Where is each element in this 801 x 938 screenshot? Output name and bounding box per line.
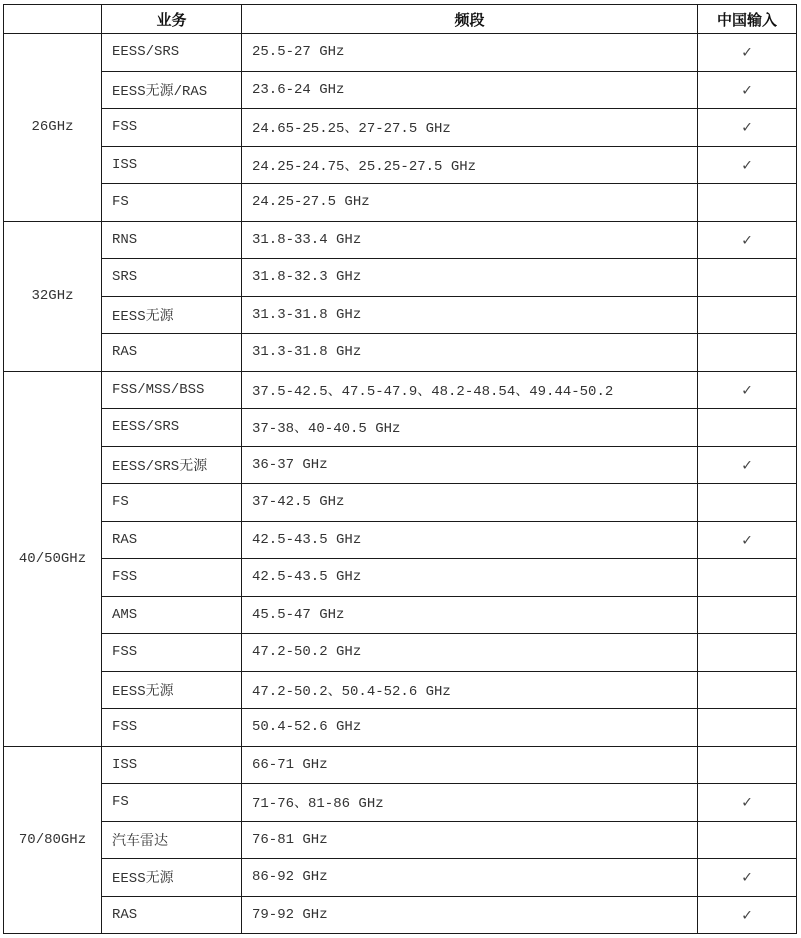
group-label: 70/80GHz xyxy=(4,746,102,934)
table-row xyxy=(4,259,797,297)
table-row xyxy=(4,334,797,372)
service-cell: FSS xyxy=(102,559,242,597)
band-cell: 50.4-52.6 GHz xyxy=(242,709,698,747)
china-input-cell xyxy=(698,296,797,334)
table-row xyxy=(4,221,797,259)
service-cell: EESS/SRS xyxy=(102,34,242,72)
check-mark-icon: ✓ xyxy=(698,371,797,409)
band-cell: 37.5-42.5、47.5-47.9、48.2-48.54、49.44-50.2 xyxy=(242,371,698,409)
table-row xyxy=(4,634,797,672)
band-cell: 31.8-32.3 GHz xyxy=(242,259,698,297)
header-china-input: 中国输入 xyxy=(698,5,797,34)
header-row xyxy=(4,5,797,34)
table-row xyxy=(4,296,797,334)
china-input-cell xyxy=(698,671,797,709)
band-cell: 37-38、40-40.5 GHz xyxy=(242,409,698,447)
china-input-cell xyxy=(698,484,797,522)
table-row xyxy=(4,184,797,222)
check-mark-icon: ✓ xyxy=(698,221,797,259)
band-cell: 86-92 GHz xyxy=(242,859,698,897)
band-cell: 37-42.5 GHz xyxy=(242,484,698,522)
service-cell: EESS无源 xyxy=(102,296,242,334)
group-label: 40/50GHz xyxy=(4,371,102,746)
group-label: 26GHz xyxy=(4,34,102,222)
table-row xyxy=(4,596,797,634)
service-cell: ISS xyxy=(102,146,242,184)
service-cell: FSS xyxy=(102,109,242,147)
table-row xyxy=(4,484,797,522)
check-mark-icon: ✓ xyxy=(698,71,797,109)
band-cell: 71-76、81-86 GHz xyxy=(242,784,698,822)
china-input-cell xyxy=(698,596,797,634)
china-input-cell xyxy=(698,409,797,447)
header-spacer xyxy=(4,5,102,34)
band-cell: 36-37 GHz xyxy=(242,446,698,484)
table-row xyxy=(4,146,797,184)
service-cell: EESS无源 xyxy=(102,671,242,709)
service-cell: RAS xyxy=(102,334,242,372)
table-row xyxy=(4,709,797,747)
service-cell: EESS/SRS xyxy=(102,409,242,447)
check-mark-icon: ✓ xyxy=(698,34,797,72)
frequency-band-table xyxy=(3,4,797,934)
china-input-cell xyxy=(698,634,797,672)
band-cell: 23.6-24 GHz xyxy=(242,71,698,109)
service-cell: FS xyxy=(102,484,242,522)
table-row xyxy=(4,746,797,784)
service-cell: FSS xyxy=(102,709,242,747)
table-row xyxy=(4,409,797,447)
service-cell: EESS/SRS无源 xyxy=(102,446,242,484)
group-label: 32GHz xyxy=(4,221,102,371)
table-row xyxy=(4,521,797,559)
band-cell: 79-92 GHz xyxy=(242,896,698,934)
china-input-cell xyxy=(698,334,797,372)
check-mark-icon: ✓ xyxy=(698,146,797,184)
check-mark-icon: ✓ xyxy=(698,859,797,897)
band-cell: 31.8-33.4 GHz xyxy=(242,221,698,259)
table-row xyxy=(4,896,797,934)
table-row xyxy=(4,109,797,147)
table-row xyxy=(4,371,797,409)
band-cell: 76-81 GHz xyxy=(242,821,698,859)
band-cell: 42.5-43.5 GHz xyxy=(242,559,698,597)
band-cell: 47.2-50.2 GHz xyxy=(242,634,698,672)
check-mark-icon: ✓ xyxy=(698,521,797,559)
header-band: 频段 xyxy=(242,5,698,34)
service-cell: SRS xyxy=(102,259,242,297)
service-cell: FS xyxy=(102,784,242,822)
header-service: 业务 xyxy=(102,5,242,34)
check-mark-icon: ✓ xyxy=(698,784,797,822)
service-cell: RNS xyxy=(102,221,242,259)
table-row xyxy=(4,71,797,109)
table-row xyxy=(4,784,797,822)
service-cell: RAS xyxy=(102,896,242,934)
band-cell: 24.25-27.5 GHz xyxy=(242,184,698,222)
band-cell: 31.3-31.8 GHz xyxy=(242,334,698,372)
service-cell: FSS/MSS/BSS xyxy=(102,371,242,409)
table-body xyxy=(4,34,797,934)
band-cell: 47.2-50.2、50.4-52.6 GHz xyxy=(242,671,698,709)
table-row xyxy=(4,446,797,484)
check-mark-icon: ✓ xyxy=(698,109,797,147)
service-cell: ISS xyxy=(102,746,242,784)
china-input-cell xyxy=(698,184,797,222)
check-mark-icon: ✓ xyxy=(698,446,797,484)
band-cell: 24.25-24.75、25.25-27.5 GHz xyxy=(242,146,698,184)
china-input-cell xyxy=(698,821,797,859)
band-cell: 42.5-43.5 GHz xyxy=(242,521,698,559)
table-row xyxy=(4,34,797,72)
band-cell: 25.5-27 GHz xyxy=(242,34,698,72)
china-input-cell xyxy=(698,259,797,297)
service-cell: 汽车雷达 xyxy=(102,821,242,859)
service-cell: EESS无源 xyxy=(102,859,242,897)
band-cell: 66-71 GHz xyxy=(242,746,698,784)
service-cell: EESS无源/RAS xyxy=(102,71,242,109)
table-row xyxy=(4,559,797,597)
service-cell: RAS xyxy=(102,521,242,559)
china-input-cell xyxy=(698,746,797,784)
table-row xyxy=(4,859,797,897)
service-cell: AMS xyxy=(102,596,242,634)
table-row xyxy=(4,821,797,859)
china-input-cell xyxy=(698,709,797,747)
band-cell: 45.5-47 GHz xyxy=(242,596,698,634)
service-cell: FSS xyxy=(102,634,242,672)
check-mark-icon: ✓ xyxy=(698,896,797,934)
band-cell: 24.65-25.25、27-27.5 GHz xyxy=(242,109,698,147)
service-cell: FS xyxy=(102,184,242,222)
table-row xyxy=(4,671,797,709)
band-cell: 31.3-31.8 GHz xyxy=(242,296,698,334)
china-input-cell xyxy=(698,559,797,597)
